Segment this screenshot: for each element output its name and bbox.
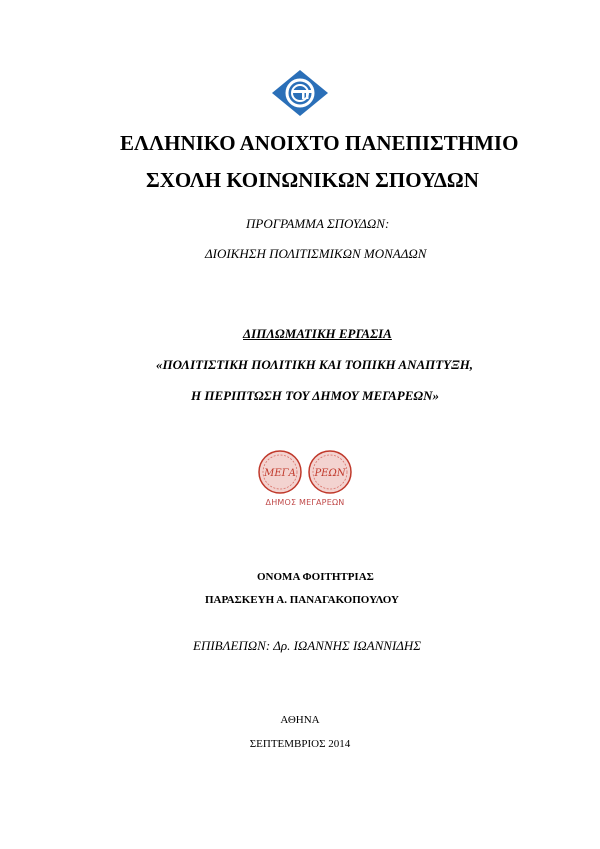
coin-right-text: ΡΕΩΝ <box>314 468 346 479</box>
thesis-label: ΔΙΠΛΩΜΑΤΙΚΗ ΕΡΓΑΣΙΑ <box>243 326 392 341</box>
date: ΣΕΠΤΕΜΒΡΙΟΣ 2014 <box>249 738 351 750</box>
municipality-caption: ΔΗΜΟΣ ΜΕΓΑΡΕΩΝ <box>265 498 345 507</box>
student-name: ΠΑΡΑΣΚΕΥΗ Α. ΠΑΝΑΓΑΚΟΠΟΥΛΟΥ <box>205 594 399 606</box>
school-name: ΣΧΟΛΗ ΚΟΙΝΩΝΙΚΩΝ ΣΠΟΥΔΩΝ <box>146 168 479 192</box>
program-value: ΔΙΟΙΚΗΣΗ ΠΟΛΙΤΙΣΜΙΚΩΝ ΜΟΝΑΔΩΝ <box>205 246 427 261</box>
program-label: ΠΡΟΓΡΑΜΜΑ ΣΠΟΥΔΩΝ: <box>246 216 390 231</box>
university-logo-icon <box>272 70 328 116</box>
student-label: ΟΝΟΜΑ ΦΟΙΤΗΤΡΙΑΣ <box>257 571 374 583</box>
city: ΑΘΗΝΑ <box>280 714 320 726</box>
university-name: ΕΛΛΗΝΙΚΟ ΑΝΟΙΧΤΟ ΠΑΝΕΠΙΣΤΗΜΙΟ <box>120 131 519 155</box>
thesis-title-line1: «ΠΟΛΙΤΙΣΤΙΚΗ ΠΟΛΙΤΙΚΗ ΚΑΙ ΤΟΠΙΚΗ ΑΝΑΠΤΥΞΗ, <box>156 357 474 372</box>
supervisor-line: ΕΠΙΒΛΕΠΩΝ: Δρ. ΙΩΑΝΝΗΣ ΙΩΑΝΝΙΔΗΣ <box>193 638 422 653</box>
coin-left-text: ΜΕΓΑ <box>264 468 296 479</box>
municipality-coins-icon <box>250 448 360 512</box>
thesis-title-line2: Η ΠΕΡΙΠΤΩΣΗ ΤΟΥ ΔΗΜΟΥ ΜΕΓΑΡΕΩΝ» <box>191 388 439 403</box>
